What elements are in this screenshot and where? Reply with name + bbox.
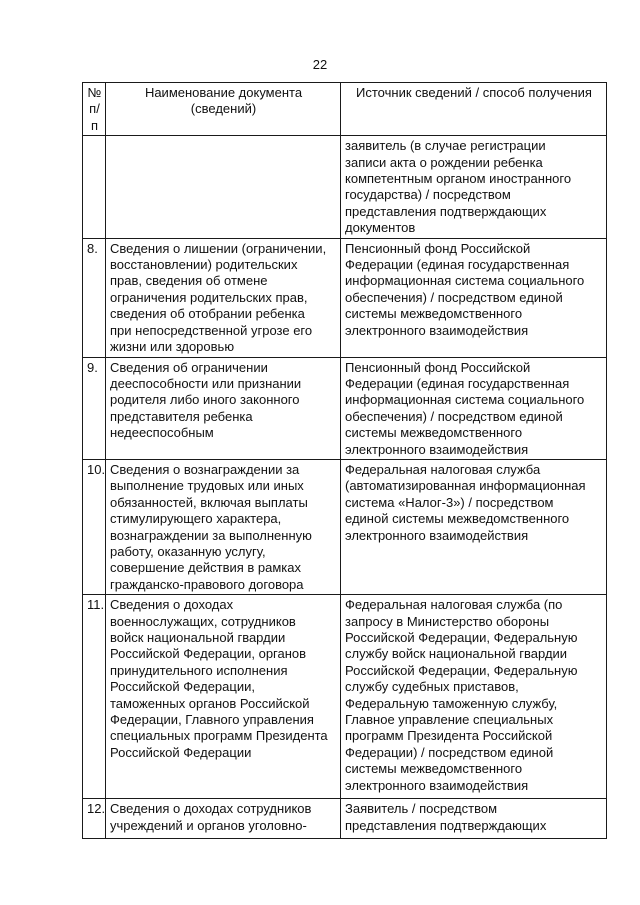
table-row [83,595,607,799]
row-source: Федеральная налоговая служба (по запросу в Министерство обороны Российской Федерации, Федеральную службу войск национальной гвардии Российской Федерации, Федеральную службу судебных приставов, Федеральную таможенную службу, Главное управление специальных программ Президента Российской Федерации) / посредством единой системы межведомственного электронного взаимодействия [341,595,607,799]
header-document-name: Наименование документа (сведений) [106,83,341,136]
row-source: Пенсионный фонд Российской Федерации (единая государственная информационная система социального обеспечения) / посредством единой системы межведомственного электронного взаимодействия [341,357,607,459]
row-document-name [106,136,341,238]
table-row [83,459,607,594]
table-row [83,136,607,238]
header-source: Источник сведений / способ получения [341,83,607,136]
table-row [83,238,607,357]
row-number: 10. [83,459,106,594]
row-document-name: Сведения о лишении (ограничении, восстановлении) родительских прав, сведения об отмене ограничения родительских прав, сведения об отобрании ребенка при непосредственной угрозе его жизни или здоровью [106,238,341,357]
table-row [83,357,607,459]
row-number: 12. [83,799,106,839]
row-number: 9. [83,357,106,459]
row-source: Федеральная налоговая служба (автоматизированная информационная система «Налог-3») / посредством единой системы межведомственного электронного взаимодействия [341,459,607,594]
documents-table [82,82,607,839]
page-number: 22 [312,57,328,72]
row-document-name: Сведения об ограничении дееспособности или признании родителя либо иного законного представителя ребенка недееспособным [106,357,341,459]
row-source: Пенсионный фонд Российской Федерации (единая государственная информационная система социального обеспечения) / посредством единой системы межведомственного электронного взаимодействия [341,238,607,357]
row-source: Заявитель / посредством представления подтверждающих [341,799,607,839]
table-row [83,799,607,839]
row-source: заявитель (в случае регистрации записи акта о рождении ребенка компетентным органом иностранного государства) / посредством представления подтверждающих документов [341,136,607,238]
row-document-name: Сведения о вознаграждении за выполнение трудовых или иных обязанностей, включая выплаты стимулирующего характера, вознаграждении за выполненную работу, оказанную услугу, совершение действия в рамках гражданско-правового договора [106,459,341,594]
table-header-row [83,83,607,136]
row-number [83,136,106,238]
row-document-name: Сведения о доходах военнослужащих, сотрудников войск национальной гвардии Российской Федерации, органов принудительного исполнения Российской Федерации, таможенных органов Российской Федерации, Главного управления специальных программ Президента Российской Федерации [106,595,341,799]
row-document-name: Сведения о доходах сотрудников учреждений и органов уголовно- [106,799,341,839]
row-number: 11. [83,595,106,799]
row-number: 8. [83,238,106,357]
header-number: № п/п [83,83,106,136]
